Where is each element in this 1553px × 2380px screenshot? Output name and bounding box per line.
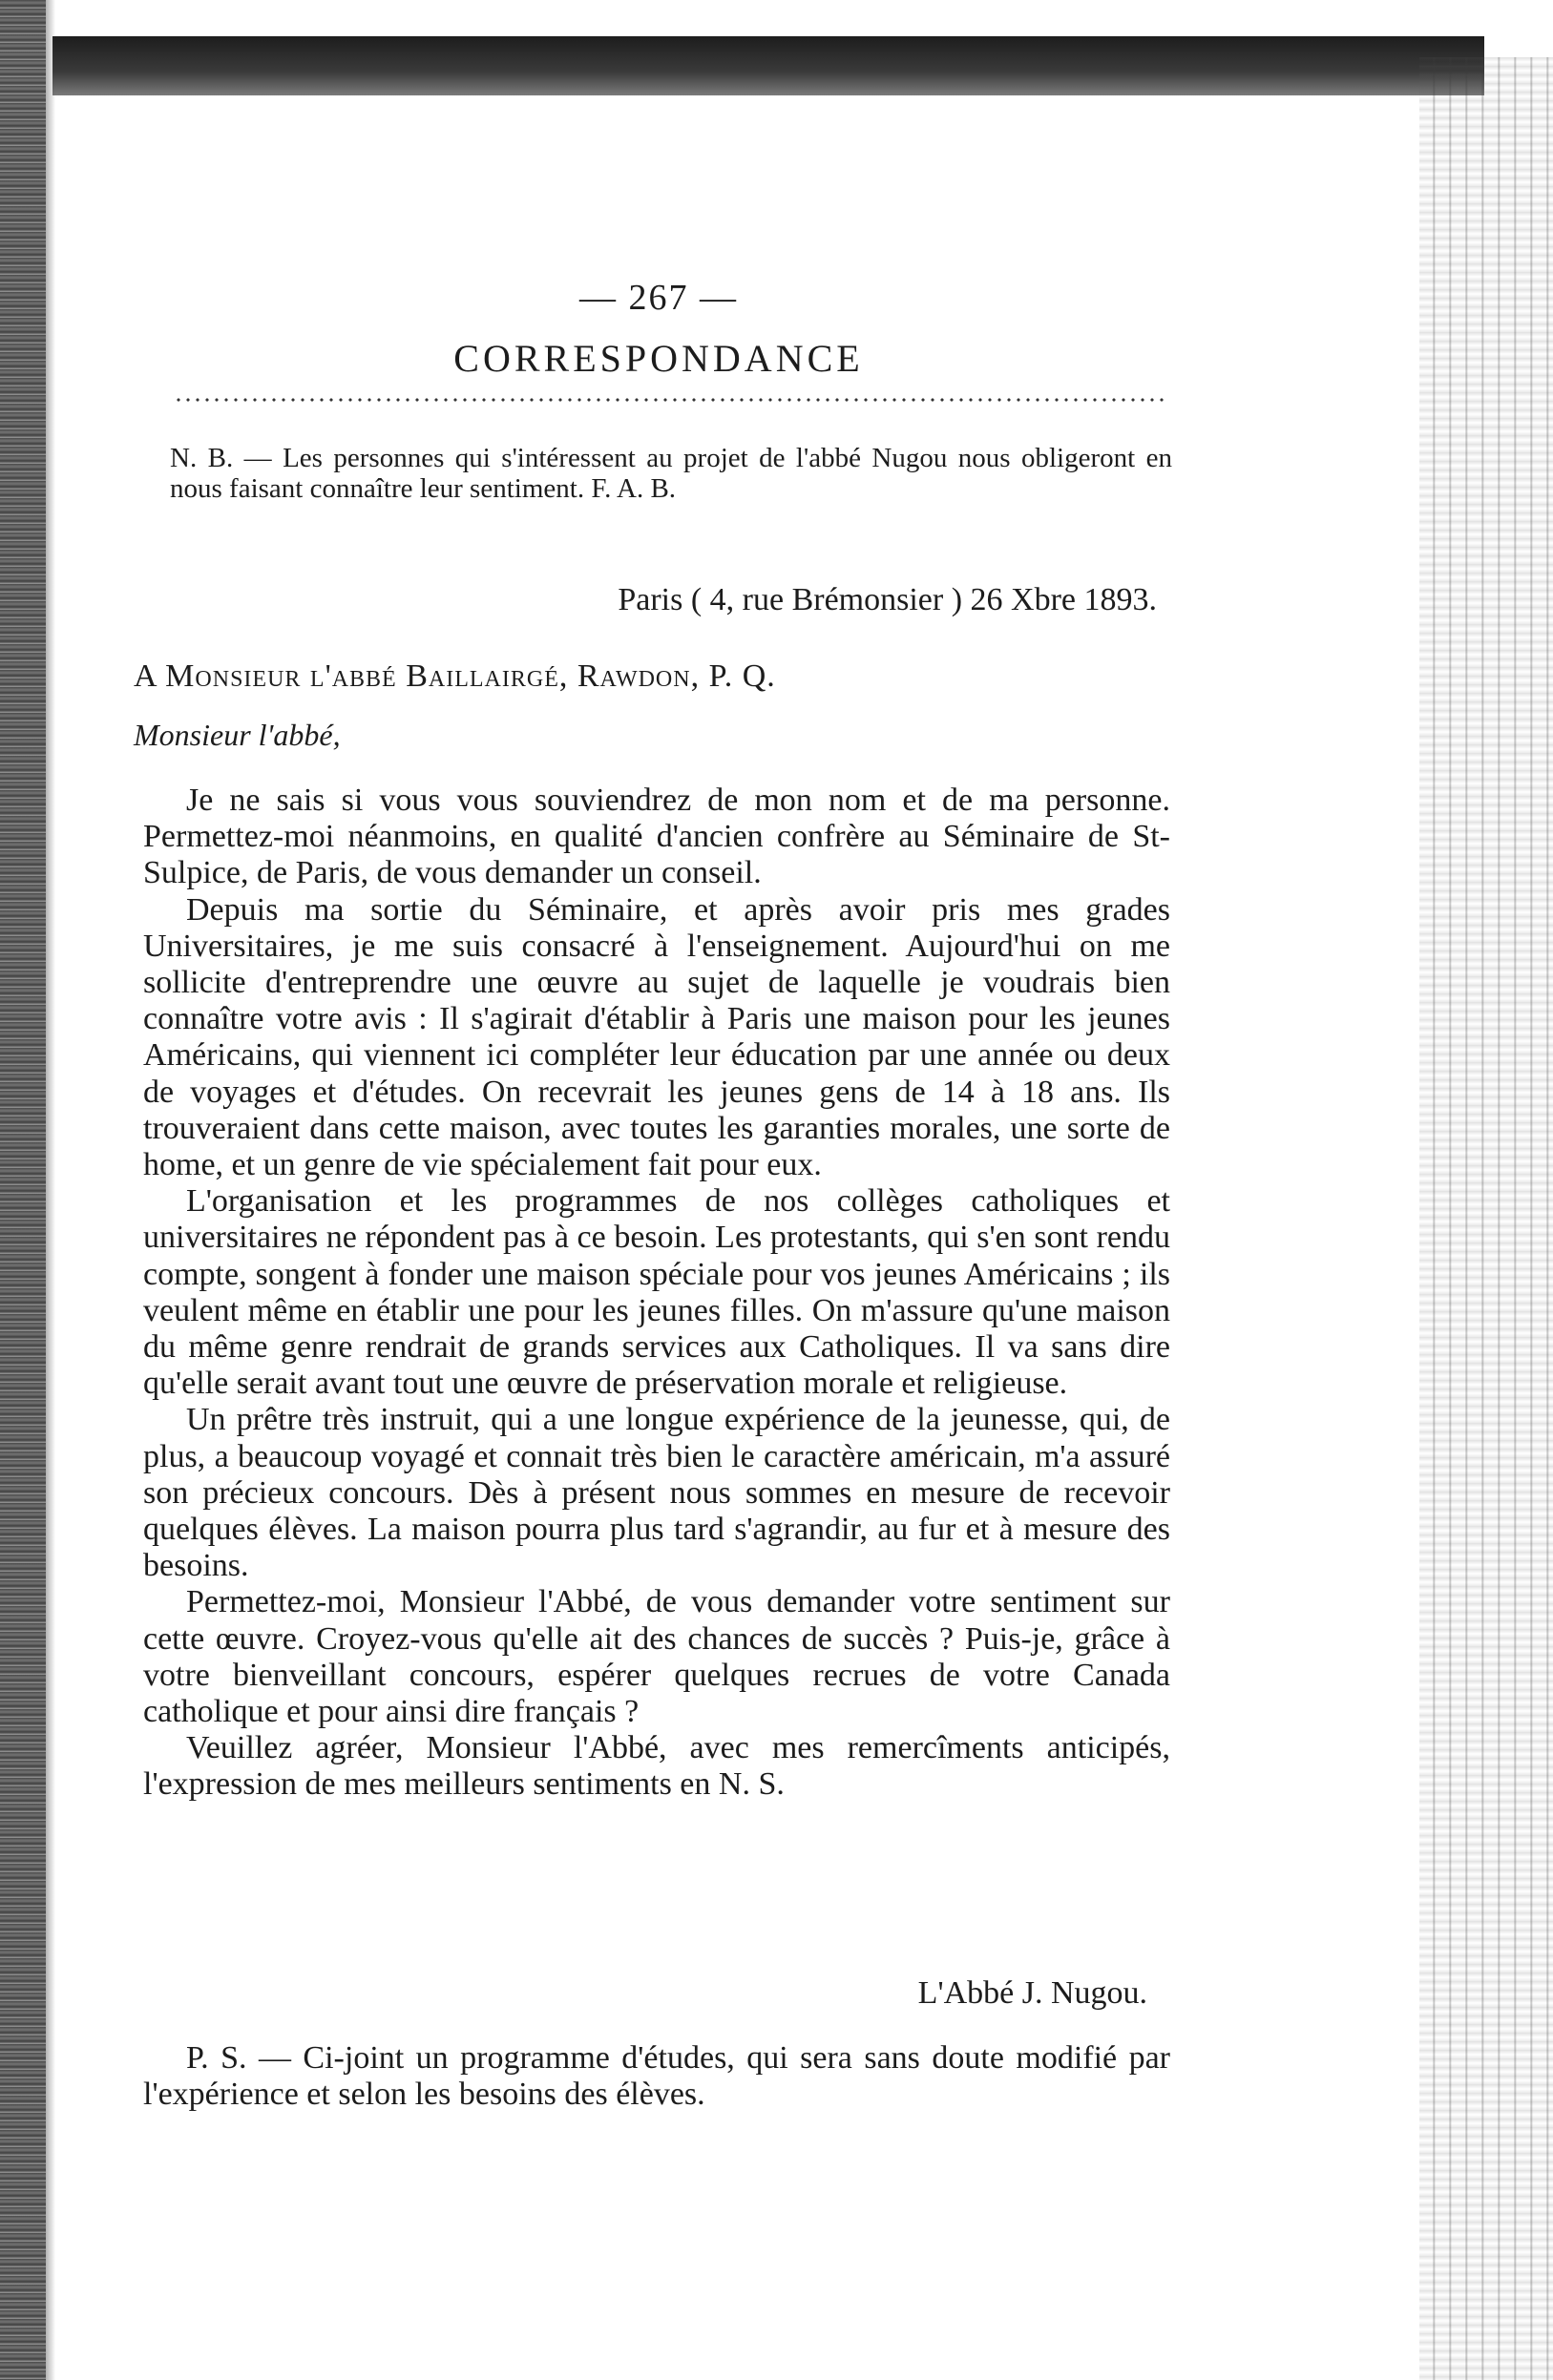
letter-signature: L'Abbé J. Nugou. bbox=[917, 1975, 1147, 2011]
letter-dateline: Paris ( 4, rue Brémonsier ) 26 Xbre 1893. bbox=[618, 582, 1157, 617]
letter-postscript bbox=[143, 2040, 1170, 2113]
section-title: CORRESPONDANCE bbox=[453, 337, 864, 380]
page-number: — 267 — bbox=[579, 278, 738, 318]
letter-body bbox=[143, 783, 1170, 1804]
scan-right-edge bbox=[1419, 57, 1553, 2380]
dotted-divider bbox=[174, 397, 1166, 407]
document-page bbox=[134, 172, 1184, 2271]
postscript-text: P. S. — Ci-joint un programme d'études, qui sera sans doute modifié par l'expérience et selon les besoins des élèves. bbox=[143, 2040, 1170, 2112]
scan-top-border bbox=[52, 36, 1484, 95]
letter-paragraph: Un prêtre très instruit, qui a une longue expérience de la jeunesse, qui, de plus, a beaucoup voyagé et connait très bien le caractère américain, m'a assuré son précieux concours. Dès à présent nous sommes en mesure de recevoir quelques élèves. La maison pourra plus tard s'agrandir, au fur et à mesure des besoins. bbox=[143, 1402, 1170, 1584]
letter-paragraph: Veuillez agréer, Monsieur l'Abbé, avec mes remercîments anticipés, l'expression de mes meilleurs sentiments en N. S. bbox=[143, 1730, 1170, 1803]
letter-addressee: A Monsieur l'abbé Baillairgé, Rawdon, P. Q. bbox=[134, 658, 776, 694]
letter-paragraph: Permettez-moi, Monsieur l'Abbé, de vous demander votre sentiment sur cette œuvre. Croyez-vous qu'elle ait des chances de succès ? Puis-je, grâce à votre bienveillant concours, espérer quelques recrues de votre Canada catholique et pour ainsi dire français ? bbox=[143, 1584, 1170, 1730]
letter-salutation: Monsieur l'abbé, bbox=[134, 718, 341, 752]
scan-left-edge bbox=[0, 0, 46, 2380]
letter-paragraph: Depuis ma sortie du Séminaire, et après avoir pris mes grades Universitaires, je me suis consacré à l'enseignement. Aujourd'hui on me sollicite d'entreprendre une œuvre au sujet de laquelle je voudrais bien connaître votre avis : Il s'agirait d'établir à Paris une maison pour les jeunes Américains, qui viennent ici compléter leur éducation par une année ou deux de voyages et d'études. On recevrait les jeunes gens de 14 à 18 ans. Ils trouveraient dans cette maison, avec toutes les garanties morales, une sorte de home, et un genre de vie spécialement fait pour eux. bbox=[143, 891, 1170, 1183]
letter-paragraph: L'organisation et les programmes de nos collèges catholiques et universitaires ne répondent pas à ce besoin. Les protestants, qui s'en sont rendu compte, songent à fonder une maison spéciale pour vos jeunes Américains ; ils veulent même en établir une pour les jeunes filles. On m'assure qu'une maison du même genre rendrait de grands services aux Catholiques. Il va sans dire qu'elle serait avant tout une œuvre de préservation morale et religieuse. bbox=[143, 1183, 1170, 1402]
editor-note: N. B. — Les personnes qui s'intéressent au projet de l'abbé Nugou nous obligeront en nous faisant connaître leur sentiment. F. A. B. bbox=[170, 443, 1172, 504]
letter-paragraph: Je ne sais si vous vous souviendrez de mon nom et de ma personne. Permettez-moi néanmoins, en qualité d'ancien confrère au Séminaire de St-Sulpice, de Paris, de vous demander un conseil. bbox=[143, 783, 1170, 891]
